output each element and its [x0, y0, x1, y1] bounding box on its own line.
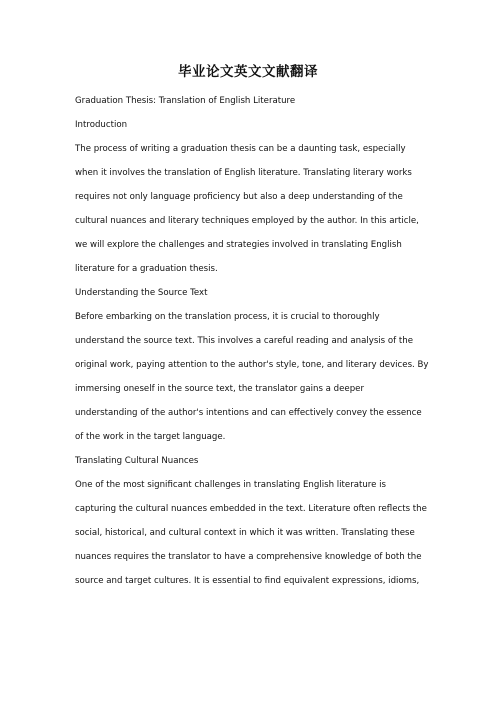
section-heading-understanding-source: Understanding the Source Text — [75, 288, 208, 298]
paragraph-line: understand the source text. This involves a careful reading and analysis of the — [75, 336, 414, 346]
paragraph-line: capturing the cultural nuances embedded in the text. Literature often reflects the — [75, 504, 427, 514]
paragraph-line: Before embarking on the translation process, it is crucial to thoroughly — [75, 312, 380, 322]
paragraph-line: The process of writing a graduation thesis can be a daunting task, especially — [75, 144, 406, 154]
paragraph-line: cultural nuances and literary techniques employed by the author. In this article, — [75, 216, 419, 226]
section-heading-introduction: Introduction — [75, 120, 128, 130]
paragraph-line: social, historical, and cultural context in which it was written. Translating these — [75, 528, 415, 538]
document-title: 毕业论文英文文献翻译 — [178, 64, 318, 80]
paragraph-line: One of the most significant challenges in translating English literature is — [75, 480, 387, 490]
paragraph-line: nuances requires the translator to have a comprehensive knowledge of both the — [75, 552, 422, 562]
document-subtitle: Graduation Thesis: Translation of English Literature — [75, 96, 296, 106]
paragraph-line: original work, paying attention to the author's style, tone, and literary devices. By — [75, 360, 429, 370]
paragraph-line: requires not only language proficiency but also a deep understanding of the — [75, 192, 403, 202]
paragraph-line: of the work in the target language. — [75, 432, 226, 442]
paragraph-line: literature for a graduation thesis. — [75, 264, 218, 274]
paragraph-line: when it involves the translation of English literature. Translating literary works — [75, 168, 412, 178]
section-heading-cultural-nuances: Translating Cultural Nuances — [75, 456, 199, 466]
paragraph-line: source and target cultures. It is essential to find equivalent expressions, idioms, — [75, 576, 420, 586]
paragraph-line: understanding of the author's intentions and can effectively convey the essence — [75, 408, 422, 418]
paragraph-line: we will explore the challenges and strategies involved in translating English — [75, 240, 402, 250]
paragraph-line: immersing oneself in the source text, the translator gains a deeper — [75, 384, 364, 394]
